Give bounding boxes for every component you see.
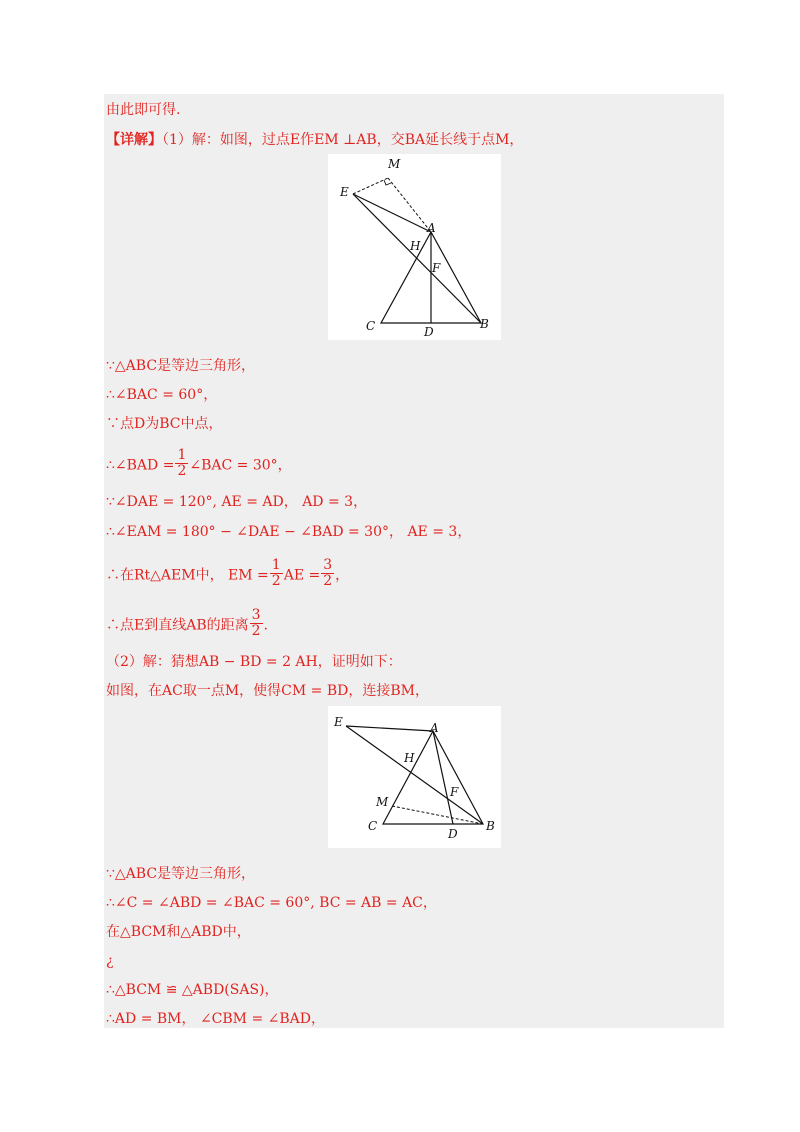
- line-11: （2）解：猜想AB − BD = 2 AH，证明如下：: [106, 654, 402, 670]
- line-5: ∵点D为BC中点，: [106, 416, 223, 432]
- detail-heading-line: 【详解】（1）解：如图，过点E作EM ⊥AB，交BA延长线于点M，: [106, 132, 524, 148]
- line-6: ∴∠BAD = $\frac{1}{2}$ ∠BAC = 30°，: [106, 447, 292, 479]
- detail-tag: 【详解】: [106, 132, 162, 148]
- line-17: ∴△BCM ≌ △ABD(SAS)，: [106, 982, 279, 998]
- fig2-label-e: E: [334, 715, 343, 729]
- figure-1: [328, 154, 501, 340]
- fraction-three-halves: $\frac{3}{2}$: [323, 557, 333, 589]
- line-12: 如图，在AC取一点M，使得CM = BD，连接BM，: [106, 683, 429, 699]
- line-3: ∵△ABC是等边三角形，: [106, 358, 256, 374]
- fig2-label-m: M: [376, 795, 389, 809]
- fig2-label-b: B: [486, 819, 495, 833]
- fig1-label-h: H: [410, 239, 421, 253]
- fig1-label-m: M: [388, 157, 401, 171]
- line-14: ∴∠C = ∠ABD = ∠BAC = 60°, BC = AB = AC，: [106, 895, 437, 911]
- line-4: ∴∠BAC = 60°，: [106, 387, 218, 403]
- fraction-half: $\frac{1}{2}$: [271, 557, 281, 589]
- fraction-half: $\frac{1}{2}$: [177, 447, 187, 479]
- fig2-label-f: F: [450, 785, 459, 799]
- line-13: ∵△ABC是等边三角形，: [106, 866, 256, 882]
- intro-line: 由此即可得.: [106, 102, 181, 118]
- figure-2: [328, 706, 501, 848]
- fig1-label-d: D: [424, 325, 434, 339]
- line-10: ∴点E到直线AB的距离 $\frac{3}{2}$ .: [106, 607, 268, 639]
- fig1-label-e: E: [340, 185, 349, 199]
- line-18: ∴AD = BM， ∠CBM = ∠BAD，: [106, 1011, 325, 1027]
- line-7: ∵∠DAE = 120°, AE = AD， AD = 3，: [106, 494, 368, 510]
- line-9: ∴在Rt△AEM中， EM = $\frac{1}{2}$ AE = $\frac{3}{2}$ ，: [106, 557, 350, 589]
- fig2-label-h: H: [404, 751, 415, 765]
- fig1-label-a: A: [427, 221, 436, 235]
- fig2-label-c: C: [368, 819, 378, 833]
- line-16: ¿: [106, 953, 114, 969]
- fig2-label-d: D: [448, 827, 458, 841]
- fig1-label-c: C: [366, 319, 376, 333]
- line-8: ∴∠EAM = 180° − ∠DAE − ∠BAD = 30°， AE = 3，: [106, 524, 472, 540]
- fraction-three-halves: $\frac{3}{2}$: [251, 607, 261, 639]
- fig2-label-a: A: [430, 721, 439, 735]
- line-15: 在△BCM和△ABD中，: [106, 924, 251, 940]
- fig1-label-f: F: [432, 261, 441, 275]
- fig1-label-b: B: [480, 317, 489, 331]
